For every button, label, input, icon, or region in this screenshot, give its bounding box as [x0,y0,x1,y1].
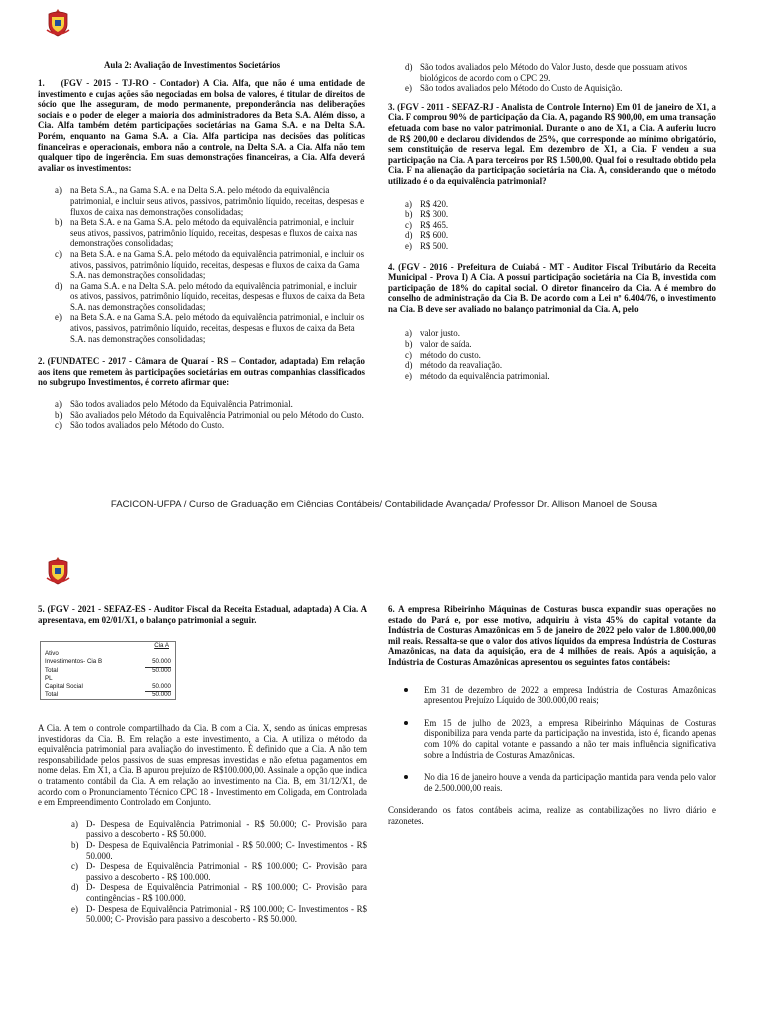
list-item: No dia 16 de janeiro houve a venda da participação mantida para venda pelo valor de 2.500.000,00 reais. [388,772,716,793]
option[interactable]: e) na Beta S.A. e na Gama S.A. pelo método da equivalência patrimonial, e incluir os ativos, passivos, patrimônio líquido, receitas, despesas e fluxos de caixa da Beta S.A. nas demonstrações consolidadas; [55,312,365,344]
option[interactable]: d) R$ 600. [405,230,449,241]
option[interactable]: d) D- Despesa de Equivalência Patrimonial - R$ 100.000; C- Provisão para contingências - R$ 100.000. [71,882,367,903]
option[interactable]: e) São todos avaliados pelo Método do Custo de Aquisição. [405,83,623,94]
page-footer: FACICON-UFPA / Curso de Graduação em Ciências Contábeis/ Contabilidade Avançada/ Professor Dr. Allison Manoel de Sousa [110,499,658,510]
option[interactable]: b) D- Despesa de Equivalência Patrimonial - R$ 50.000; C- Investimentos - R$ 50.000. [71,839,367,861]
option[interactable]: e) método da equivalência patrimonial. [405,370,550,381]
option[interactable]: c) R$ 465. [405,219,449,230]
question-2-options [38,399,365,431]
question-6-stem: 6. A empresa Ribeirinho Máquinas de Costuras busca expandir suas operações no estado do Pará e, por esse motivo, adquiriu à vista 45% do capital votante da Indústria de Costuras Amazônicas em 5 de janeiro de 2022 pelo valor de 1.800.000,00 mil reais. Ressalta-se que o valor dos ativos líquidos da empresa Indústria de Costuras Amazônicas, na data da aquisição, era de 4 milhões de reais. Após a aquisição, a Indústria de Costuras Amazônicas apresentou os seguintes fatos contábeis: [388,604,716,667]
option[interactable]: c) D- Despesa de Equivalência Patrimonial - R$ 100.000; C- Provisão para passivo a descoberto - R$ 100.000. [71,861,367,882]
option[interactable]: c) na Beta S.A. e na Gama S.A. pelo método da equivalência patrimonial, e incluir os ativos, passivos, patrimônio líquido, receitas, despesas e fluxos de caixa da Gama S.A. nas demonstrações consolidadas; [55,248,365,281]
option[interactable]: b) R$ 300. [405,209,449,220]
option[interactable]: e) R$ 500. [405,240,449,251]
table-row: PL [45,674,53,682]
option[interactable]: d) na Gama S.A. e na Delta S.A. pelo método da equivalência patrimonial, e incluir os ativos, passivos, patrimônio líquido, receitas, despesas e fluxos de caixa da Beta S.A. nas demonstrações consolidadas; [55,280,365,312]
option[interactable]: a) valor justo. [405,328,460,339]
list-item: Em 31 de dezembro de 2022 a empresa Indústria de Costuras Amazônicas apresentou Prejuízo Líquido de 300.000,00 reais; [388,685,716,706]
option[interactable]: e) D- Despesa de Equivalência Patrimonial - R$ 100.000; C- Investimentos - R$ 50.000; C- Provisão para passivo a descoberto - R$ 50.000. [71,903,367,925]
option[interactable]: a) São todos avaliados pelo Método da Equivalência Patrimonial. [55,399,293,410]
table-row: Total 50.000 [45,666,171,674]
option[interactable]: d) método da reavaliação. [405,360,503,371]
table-row: Capital Social 50.000 [41,683,175,691]
table-row: Ativo [45,650,59,658]
table-row: Investimentos- Cia B 50.000 [41,658,175,666]
option[interactable]: a) D- Despesa de Equivalência Patrimonial - R$ 50.000; C- Provisão para passivo a descoberto - R$ 50.000. [71,818,367,840]
table-row: Total 50.000 [45,691,171,699]
question-4-options [388,328,716,381]
option[interactable]: c) método do custo. [405,349,481,360]
balance-sheet-table [40,641,176,700]
question-5-options [38,819,367,925]
option[interactable]: d) São todos avaliados pelo Método do Valor Justo, desde que possuam ativos biológicos de acordo com o CPC 29. [405,62,688,83]
page2-left-column [38,604,367,625]
list-item: Em 15 de julho de 2023, a empresa Ribeirinho Máquinas de Costuras disponibiliza para venda parte da participação na investida, isto é, ficando apenas com 10% do capital votante e passando a não ter mais influência significativa sobre a Indústria de Costuras Amazônicas. [388,718,716,760]
page2-left-column-body [38,723,367,925]
ufpa-logo [46,556,70,586]
option[interactable]: a) na Beta S.A., na Gama S.A. e na Delta S.A. pelo método da equivalência patrimonial, e incluir seus ativos, passivos, patrimônio líquido, receitas, despesas e fluxos de caixa nas demonstrações consolidadas; [55,185,365,217]
question-1-stem: 1. (FGV - 2015 - TJ-RO - Contador) A Cia. Alfa, que não é uma entidade de investimento e cujas ações são negociadas em bolsa de valores, é titular de direitos de sócio que lhe asseguram, de modo permanente, preponderância nas deliberações sociais e o poder de eleger a maioria dos administradores da Beta S.A. Além disso, a Cia. Alfa também detém participações societárias na Gama S.A. e na Delta S.A. Porém, enquanto na Gama S.A. a Cia. Alfa participa nas decisões das políticas financeiras e operacionais, embora não a controle, na Delta S.A. a Cia. Alfa não tem qualquer tipo de ingerência. Em suas demonstrações financeiras, a Cia. Alfa deverá avaliar os investimentos: [38,78,365,173]
question-2-stem: 2. (FUNDATEC - 2017 - Câmara de Quaraí - RS – Contador, adaptada) Em relação aos itens que remetem às participações societárias em outras companhias classificados no subgrupo Investimentos, é correto afirmar que: [38,356,365,388]
page1-right-column [388,62,716,381]
question-4-stem: 4. (FGV - 2016 - Prefeitura de Cuiabá - MT - Auditor Fiscal Tributário da Receita Municipal - Prova I) A Cia. A possui participação societária na Cia B, investida com participação de 18% do capital social. O diretor financeiro da Cia. A é membro do conselho de administração da Cia B. De acordo com a Lei nº 6.404/76, o investimento na Cia. B deve ser avaliado no balanço patrimonial da Cia. A, pelo [388,261,716,314]
page2-right-column [388,604,716,827]
question-1-options [38,185,365,344]
bullet-icon [404,775,408,779]
ufpa-logo [46,8,70,38]
option[interactable]: b) valor de saída. [405,339,472,350]
bullet-icon [404,688,408,692]
option[interactable]: b) na Beta S.A. e na Gama S.A. pelo método da equivalência patrimonial, e incluir seus ativos, passivos, patrimônio líquido, receitas, despesas e fluxos de caixa nas demonstrações consolidadas; [55,217,358,249]
page1-left-column [38,78,365,431]
question-3-options [388,199,716,252]
option[interactable]: b) São avaliados pelo Método da Equivalência Patrimonial ou pelo Método do Custo. [55,409,364,420]
lesson-title: Aula 2: Avaliação de Investimentos Societários [104,60,281,70]
bullet-icon [404,721,408,725]
question-5-stem: 5. (FGV - 2021 - SEFAZ-ES - Auditor Fiscal da Receita Estadual, adaptada) A Cia. A apresentava, em 02/01/X1, o balanço patrimonial a seguir. [38,604,367,625]
question-3-stem: 3. (FGV - 2011 - SEFAZ-RJ - Analista de Controle Interno) Em 01 de janeiro de X1, a Cia. F comprou 90% de participação da Cia. A, pagando R$ 900,00, em uma transação efetuada com base no valor patrimonial. Durante o ano de X1, a Cia. A auferiu lucro de R$ 200,00 e declarou dividendos de 25%, que corresponde ao mínimo obrigatório, sem constituição de reserva legal. Em dezembro de X1, a Cia. F vendeu a sua participação na Cia. A para terceiros por R$ 1.500,00. Qual foi o resultado obtido pela Cia. F na alienação da participação societária na Cia. A, considerando que o método utilizado é o da equivalência patrimonial? [388,101,716,186]
question-5-body: A Cia. A tem o controle compartilhado da Cia. B com a Cia. X, sendo as únicas empresas investidoras da Cia. B. Em relação a este investimento, a Cia. A utiliza o método da equivalência patrimonial para avaliação do investimento. É definido que a Cia. A não tem responsabilidade pelos passivos de suas empresas investidas e não efetua pagamentos em nome delas. Em X1, a Cia. B apurou prejuízo de R$100.000,00. Assinale a opção que indica o tratamento contábil da Cia. A em relação ao investimento na Cia. B, em 31/12/X1, de acordo com o Pronunciamento Técnico CPC 18 - Investimento em Coligada, em Controlada e em Empreendimento Controlado em Conjunto. [38,723,367,808]
question-6-facts [388,685,716,794]
table-header: Cia A [154,642,169,649]
option[interactable]: a) R$ 420. [405,198,449,209]
option[interactable]: c) São todos avaliados pelo Método do Custo. [55,420,225,431]
question-2-options-continued [388,62,716,94]
question-6-instruction: Considerando os fatos contábeis acima, realize as contabilizações no livro diário e razonetes. [388,805,716,826]
